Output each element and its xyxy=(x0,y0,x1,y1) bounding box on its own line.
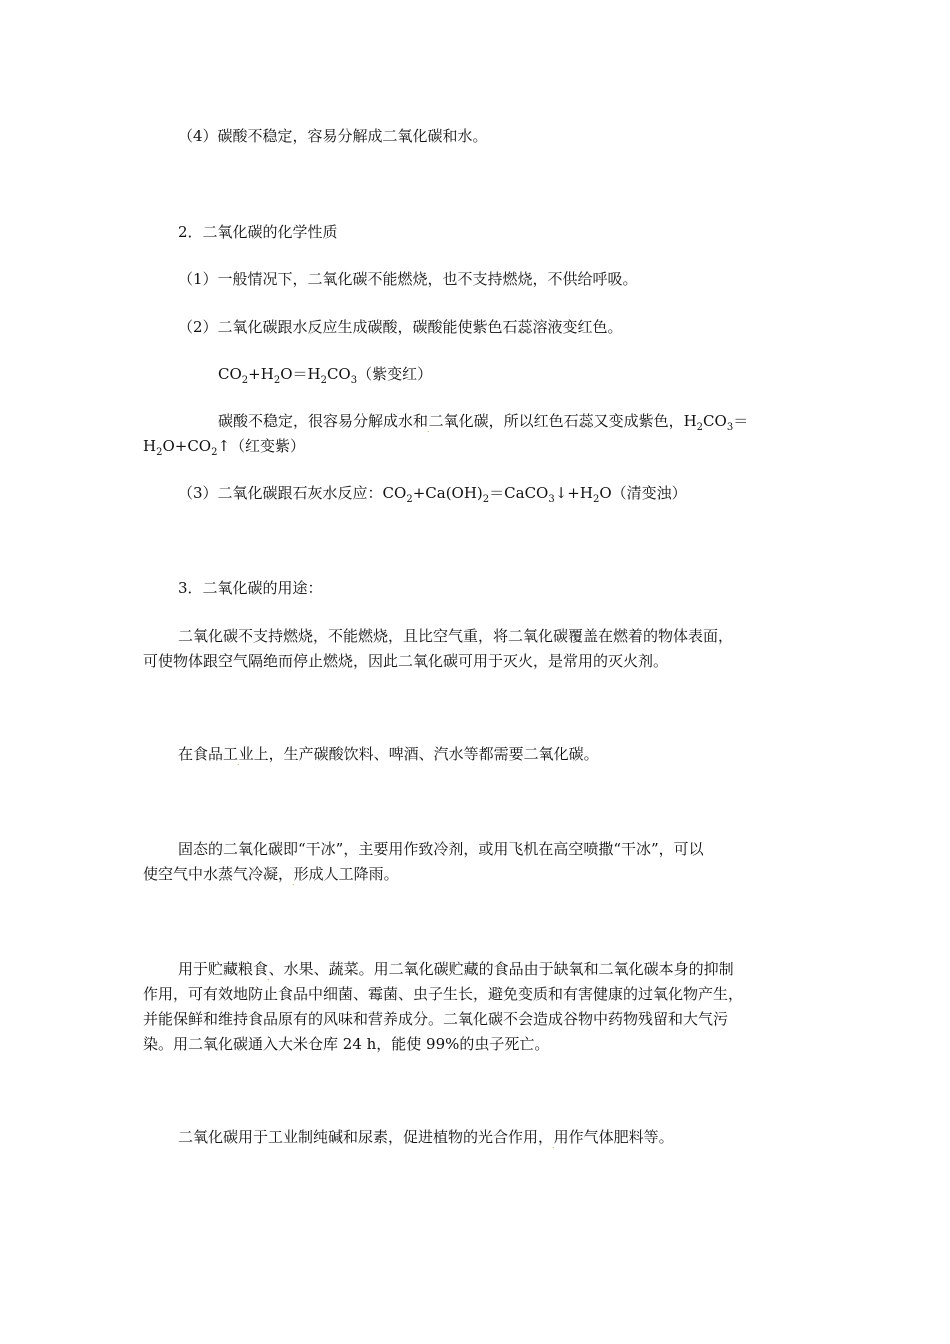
mark-dot: . xyxy=(237,758,240,767)
carbonic-acid-note: （4）碳酸不稳定，容易分解成二氧化碳和水。 xyxy=(178,127,488,145)
property-1: （1）一般情况下，二氧化碳不能燃烧，也不支持燃烧，不供给呼吸。 xyxy=(178,270,638,288)
use-industry-fertilizer: 二氧化碳用于工业制纯碱和尿素，促进植物的光合作用，$_.$用作气体肥料等。 xyxy=(178,1128,674,1150)
use-dry-ice-line-2: 使空气中水蒸气冷凝，$_.$形成人工降雨。 xyxy=(143,865,399,887)
mark-dot: . xyxy=(267,973,270,982)
use-fire-line-2: 可使物体跟空气隔绝而停止燃烧，因此二氧化碳可用于灭火，是常用的灭火剂。 xyxy=(143,652,669,670)
decomposition-line-1: 碳酸不稳定，很容易分解成水和$_.$二氧化碳，所以红色石蕊又变成紫色，$H_2CO_3=$ xyxy=(218,412,749,434)
property-3: （3）二氧化碳跟石灰水反应：$CO_2+Ca(OH)_2=CaCO_3↓+H_2O$（清变浊） xyxy=(178,484,687,505)
use-fire-line-1: 二氧化碳不支持燃烧，不能燃烧，且比空气重，将二氧化碳覆盖在燃着的物体表面， xyxy=(178,627,734,645)
use-dry-ice-line-1: 固态的二氧化碳即“干冰”，主要用作致冷剂，或用飞机在高空喷撒“干冰”，可以 xyxy=(178,840,704,858)
use-storage-line-3: 并能保鲜和维持食品原有的风味和营养成分。二氧化碳不会造成谷物中药物残留和大气污 xyxy=(143,1010,729,1028)
use-storage-line-1: 用于贮藏粮食$_.$、水果、蔬菜。用二氧化碳贮藏的食品由于缺氧和二氧化碳本身的抑制 xyxy=(178,960,734,982)
equation-co2-h2o: $CO_2+H_2O=H_2CO_3$（紫变红） xyxy=(218,365,433,386)
use-food-industry: 在食品工$_.$业上，生产碳酸饮料、啤酒、汽水等都需要二氧化碳。 xyxy=(178,745,599,767)
decomposition-line-2: $H_2O+CO_2↑$（红变紫） xyxy=(143,437,306,458)
use-storage-line-4: 染。用二氧化碳通入大米仓库 24 h，能使 99%的虫子死亡。 xyxy=(143,1035,550,1053)
mark-dot: . xyxy=(552,1141,555,1150)
property-2: （2）二氧化碳跟水反应生成碳酸，碳酸能使紫色石蕊溶液变红色。 xyxy=(178,318,623,336)
use-storage-line-2: 作用，可有效地防止食品中细菌、霉菌、虫子生长，避免变质和有害健康的过氧化物产生， xyxy=(143,985,744,1003)
section-2-heading: 2．二氧化碳的化学性质 xyxy=(178,223,338,241)
section-3-heading: 3．二氧化碳的用途： xyxy=(178,579,323,597)
mark-dot: . xyxy=(427,425,430,434)
mark-dot: . xyxy=(292,878,295,887)
